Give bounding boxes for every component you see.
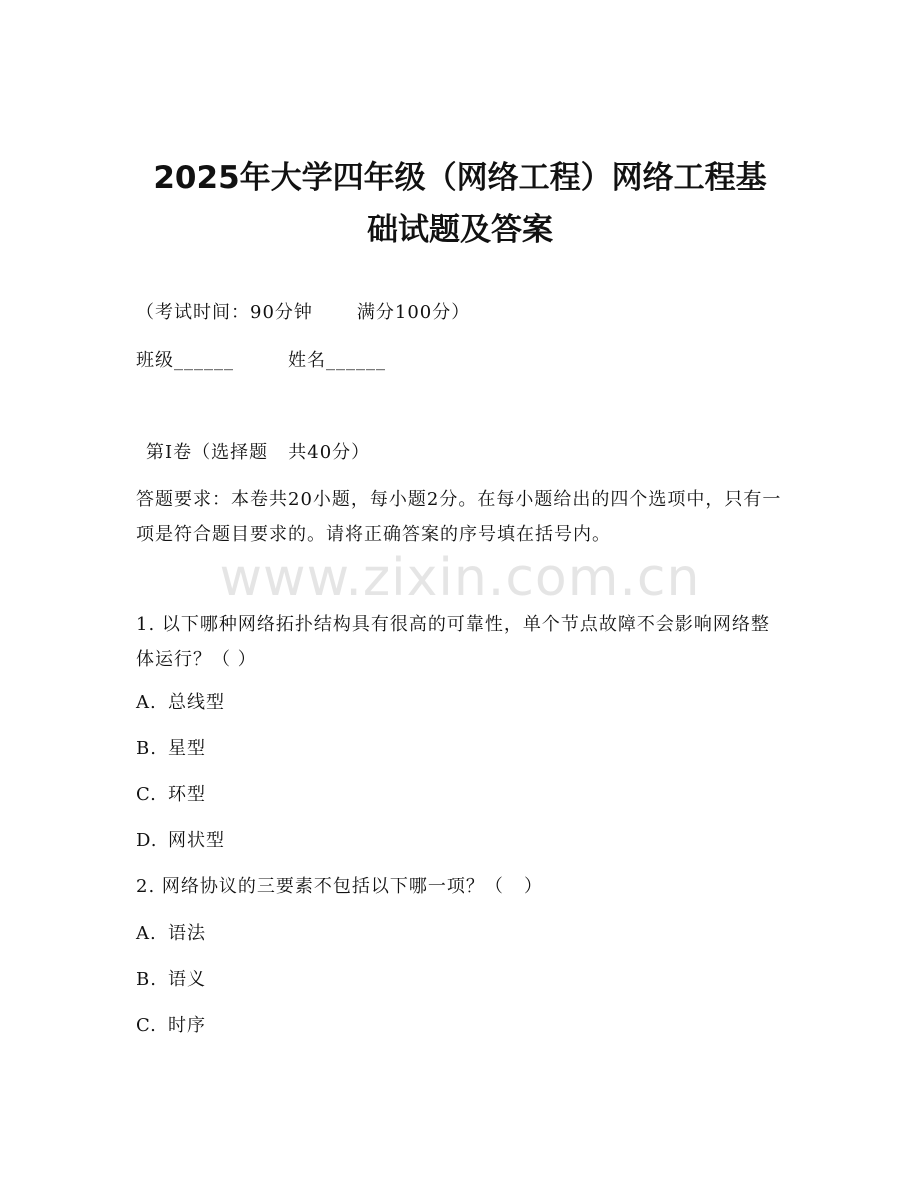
- watermark: www.zixin.com.cn: [219, 548, 701, 608]
- student-info-row: [136, 348, 386, 374]
- instructions: 答题要求：本卷共20小题，每小题2分。在每小题给出的四个选项中，只有一项是符合题目要求的。请将正确答案的序号填在括号内。: [136, 489, 782, 545]
- document-title: [130, 152, 790, 256]
- question-1-option-a: A. 总线型: [136, 692, 225, 713]
- question-1-option-d: D. 网状型: [136, 830, 225, 851]
- section-heading: 第I卷（选择题 共40分）: [146, 442, 371, 463]
- exam-time: （考试时间：90分钟: [136, 302, 313, 323]
- question-1-text: 1. 以下哪种网络拓扑结构具有很高的可靠性，单个节点故障不会影响网络整体运行？（ ）: [136, 614, 770, 670]
- exam-info: [136, 300, 470, 326]
- class-field: 班级______: [136, 350, 234, 371]
- question-1-option-c: C. 环型: [136, 784, 206, 805]
- question-2-option-c: C. 时序: [136, 1015, 206, 1036]
- question-1-option-b: B. 星型: [136, 738, 206, 759]
- exam-full-score: 满分100分）: [356, 302, 471, 323]
- title-line-2: 础试题及答案: [367, 212, 553, 248]
- question-2-option-a: A. 语法: [136, 923, 206, 944]
- title-line-1: 2025年大学四年级（网络工程）网络工程基: [153, 160, 767, 196]
- name-field: 姓名______: [288, 350, 386, 371]
- question-2-text: 2. 网络协议的三要素不包括以下哪一项？（ ）: [136, 876, 544, 897]
- question-2-option-b: B. 语义: [136, 969, 206, 990]
